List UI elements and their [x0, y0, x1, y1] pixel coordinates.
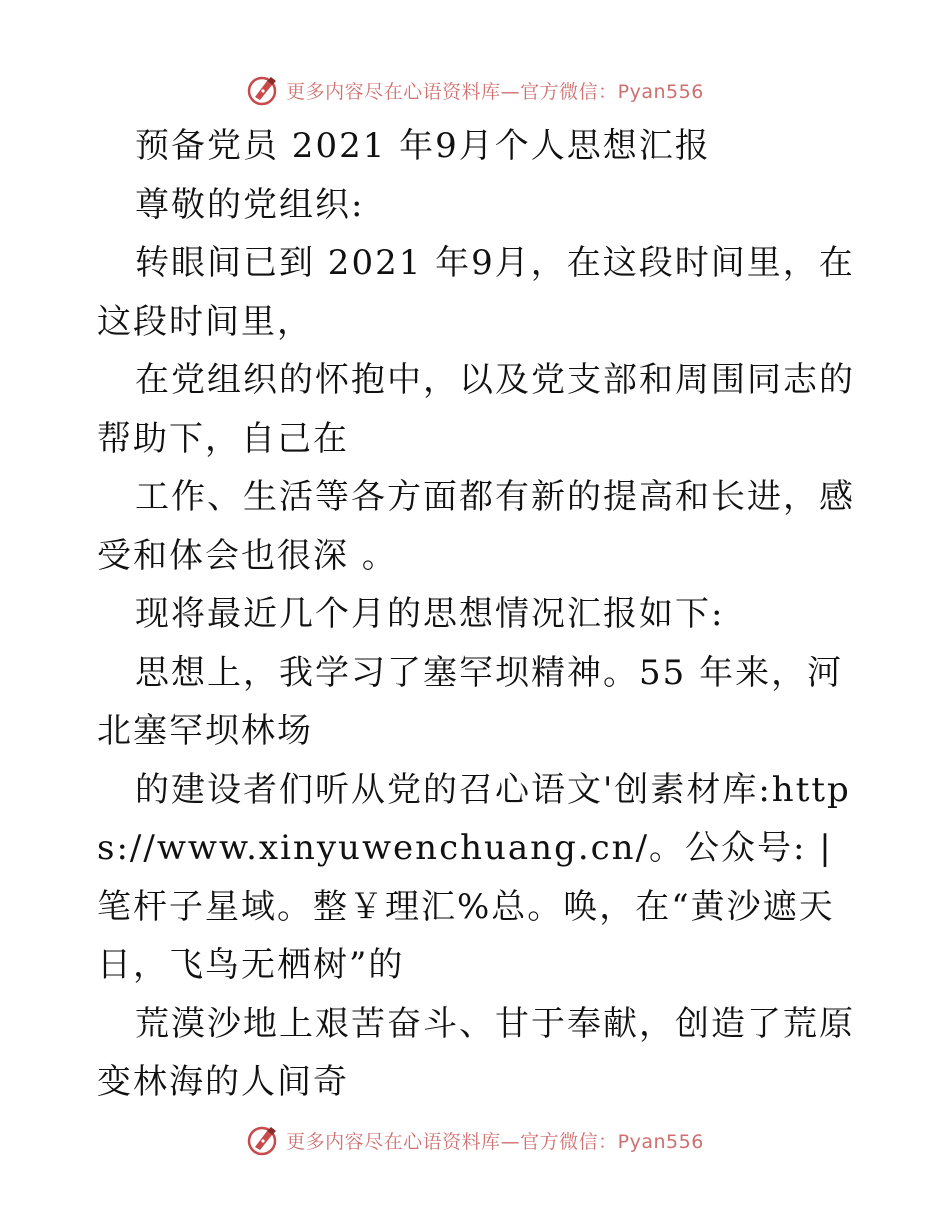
- header-watermark: [0, 70, 950, 110]
- pen-nib-circle-icon: [246, 73, 280, 107]
- body-paragraph: 现将最近几个月的思想情况汇报如下:: [135, 594, 725, 634]
- document-body: [97, 117, 857, 1112]
- pen-nib-circle-icon: [246, 1123, 280, 1157]
- footer-watermark: [0, 1120, 950, 1160]
- document-title: 预备党员 2021 年9月个人思想汇报: [135, 126, 711, 166]
- body-paragraph: 转眼间已到 2021 年9月，在这段时间里，在这段时间里，: [97, 243, 855, 342]
- footer-watermark-text: 更多内容尽在心语资料库—官方微信：Pyan556: [286, 1130, 704, 1153]
- body-paragraph: 荒漠沙地上艰苦奋斗、甘于奉献，创造了荒原变林海的人间奇: [97, 1003, 855, 1102]
- body-paragraph: 思想上，我学习了塞罕坝精神。55 年来，河北塞罕坝林场: [97, 652, 844, 751]
- body-paragraph: 的建设者们听从党的召心语文'创素材库:https://www.xinyuwenchuang.cn/。公众号: |笔杆子星域。整￥理汇%总。唤，在“黄沙遮天日，飞鸟无栖树”的: [97, 769, 851, 985]
- body-paragraph: 在党组织的怀抱中，以及党支部和周围同志的帮助下，自己在: [97, 360, 855, 459]
- body-paragraph: 工作、生活等各方面都有新的提高和长进，感受和体会也很深 。: [97, 477, 855, 576]
- salutation: 尊敬的党组织:: [135, 184, 365, 225]
- header-watermark-text: 更多内容尽在心语资料库—官方微信：Pyan556: [286, 80, 704, 103]
